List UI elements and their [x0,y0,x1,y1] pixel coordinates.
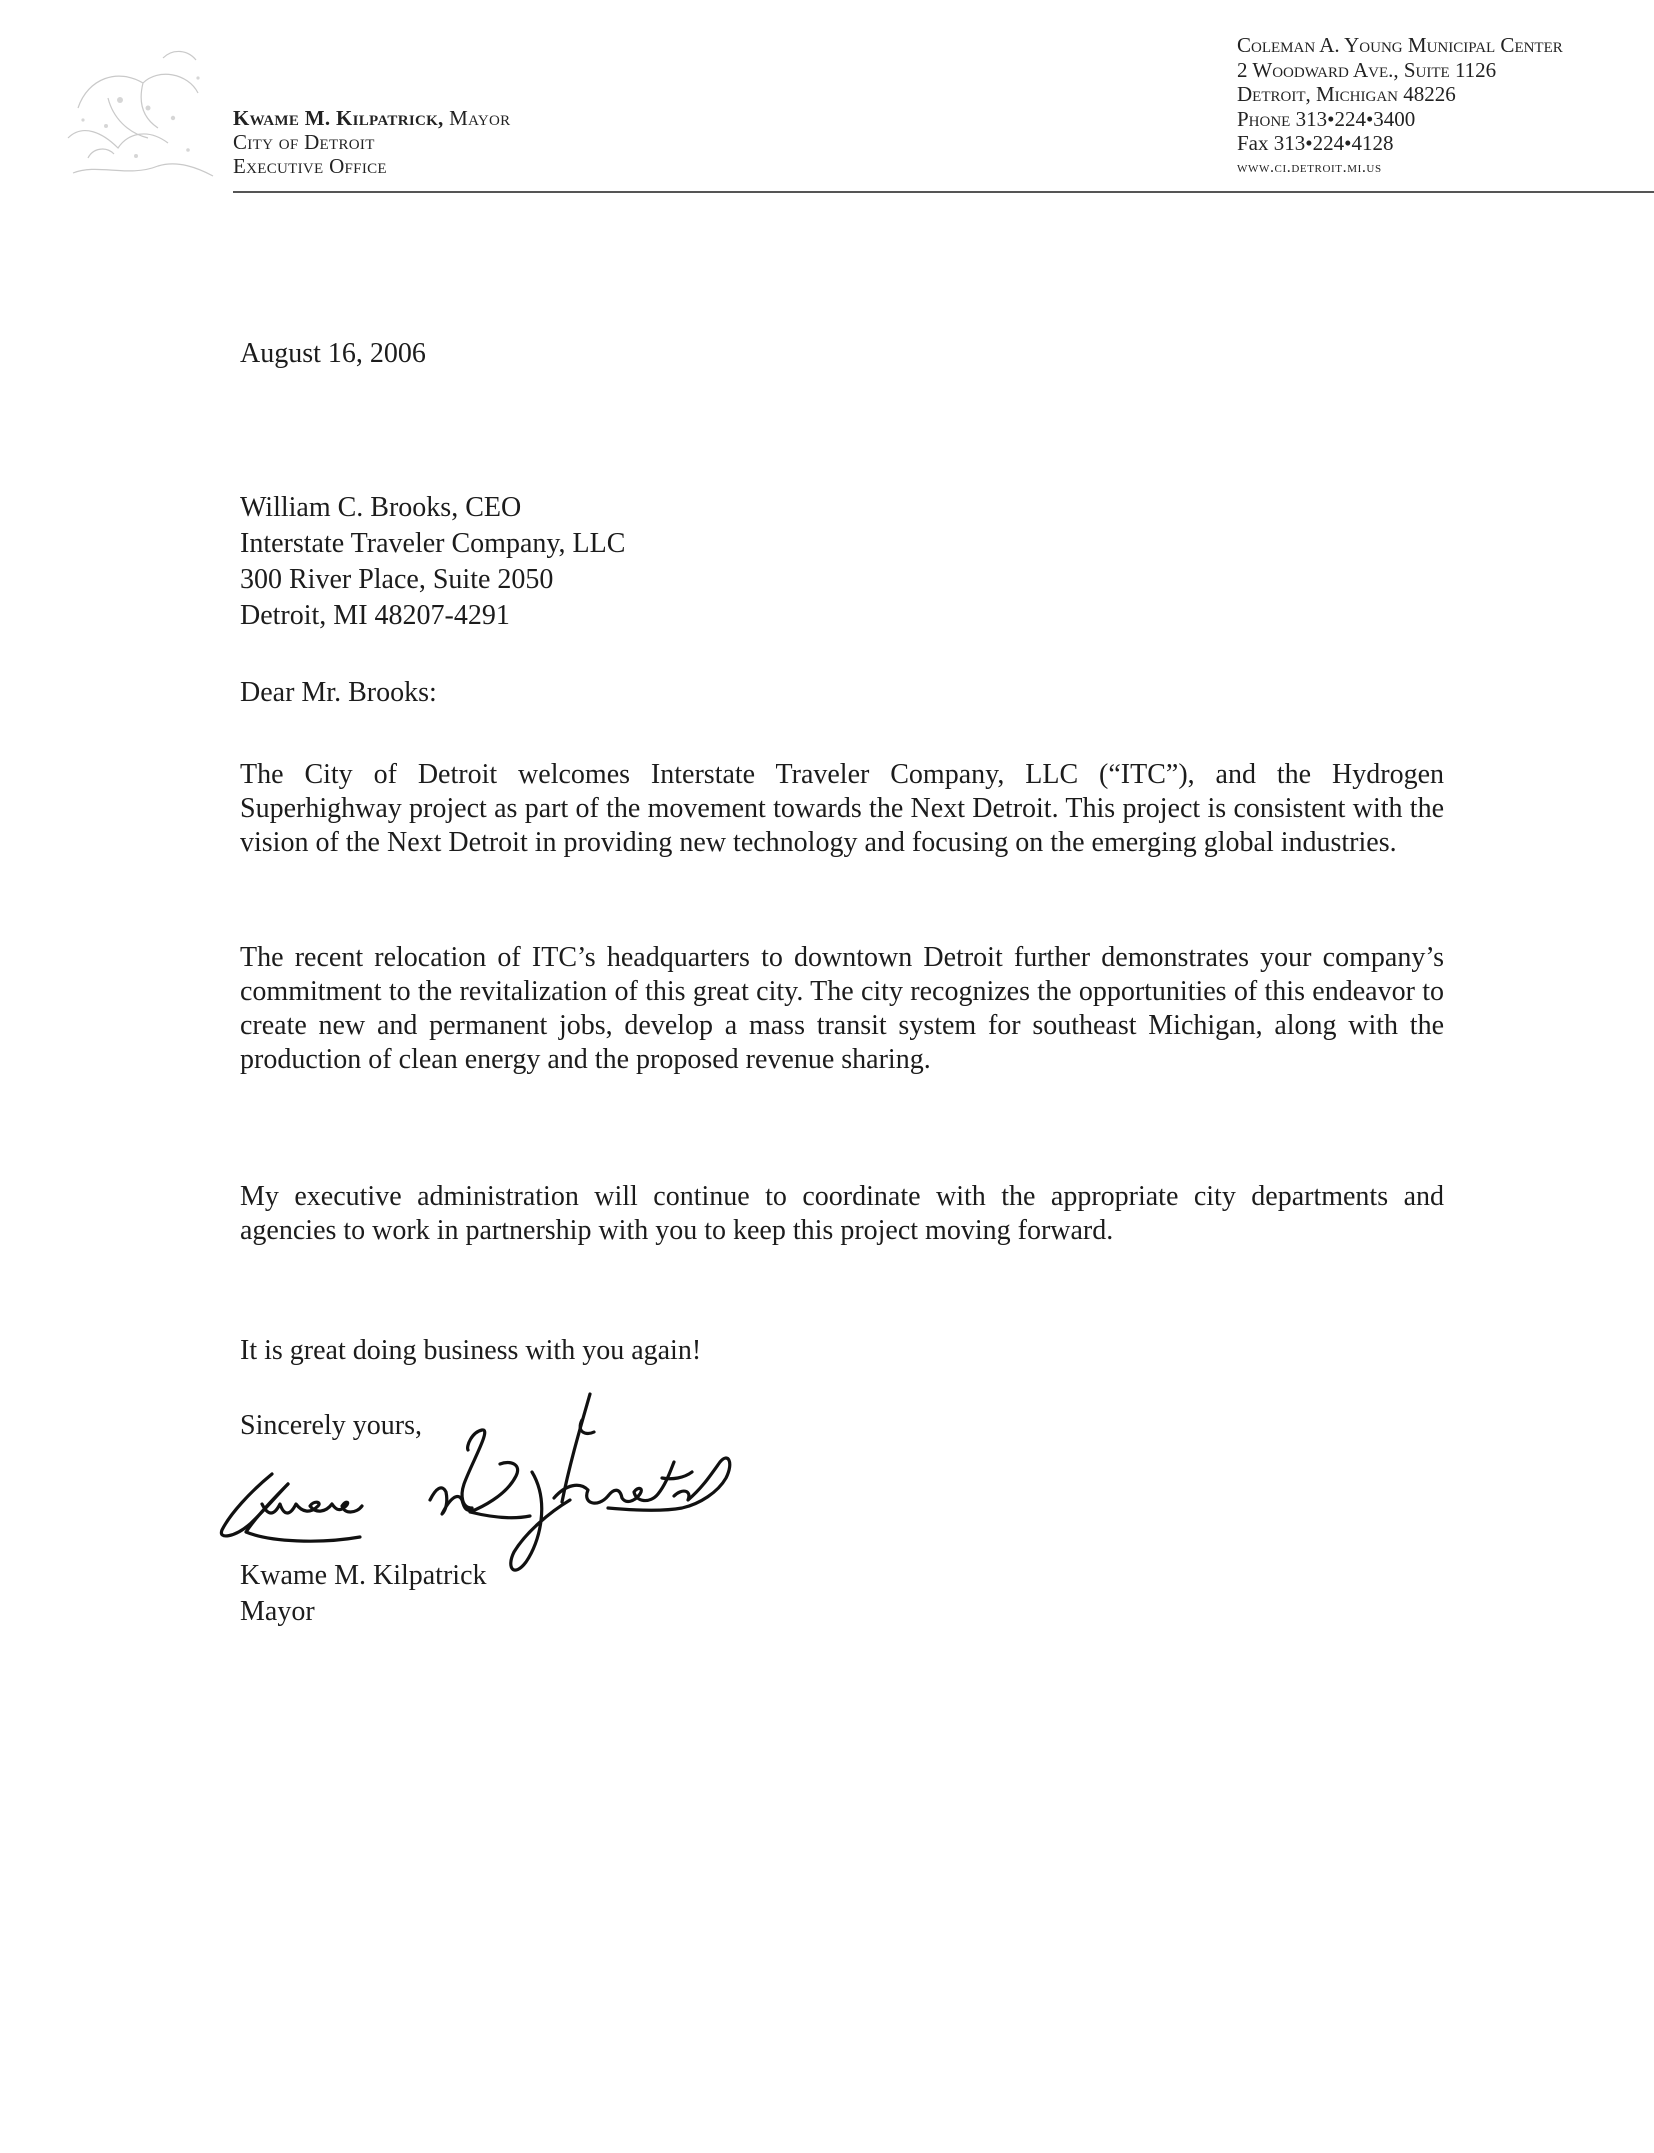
letterhead-divider [233,191,1654,193]
signer-block [240,1558,487,1630]
recipient-company: Interstate Traveler Company, LLC [240,528,626,559]
signer-name: Kwame M. Kilpatrick [240,1560,487,1591]
letterhead-mayor-name: Kwame M. Kilpatrick, [233,106,444,130]
letterhead-mayor-line [233,106,510,130]
letterhead-building: Coleman A. Young Municipal Center [1237,33,1563,57]
salutation: Dear Mr. Brooks: [240,677,437,708]
letter-date: August 16, 2006 [240,338,426,369]
city-seal-icon [48,38,223,198]
letterhead-address [1237,33,1563,180]
recipient-address [240,490,625,634]
letterhead-city: City of Detroit [233,130,375,154]
body-paragraph: The City of Detroit welcomes Interstate Traveler Company, LLC (“ITC”), and the Hydrogen Superhighway project as part of the movement towards the Next Detroit. This project is consistent with the vision of the Next Detroit in providing new technology and focusing on the emerging global industries. [240,759,1444,858]
body-paragraph: My executive administration will continue to coordinate with the appropriate city departments and agencies to work in partnership with you to keep this project moving forward. [240,1181,1444,1246]
body-paragraph: The recent relocation of ITC’s headquarters to downtown Detroit further demonstrates your company’s commitment to the revitalization of this great city. The city recognizes the opportunities of this endeavor to create new and permanent jobs, develop a mass transit system for southeast Michigan, along with the production of clean energy and the proposed revenue sharing. [240,942,1444,1075]
closing-line: It is great doing business with you again! [240,1335,702,1366]
letterhead-website: www.ci.detroit.mi.us [1237,158,1382,176]
handwritten-signature [210,1392,770,1582]
recipient-city: Detroit, MI 48207-4291 [240,600,510,631]
letterhead-phone: Phone 313•224•3400 [1237,106,1416,131]
recipient-name: William C. Brooks, CEO [240,492,522,523]
valediction: Sincerely yours, [240,1410,422,1441]
letterhead-street: 2 Woodward Ave., Suite 1126 [1237,57,1497,82]
recipient-street: 300 River Place, Suite 2050 [240,564,554,595]
letterhead-office: Executive Office [233,154,387,178]
letterhead-mayor-title: Mayor [449,106,511,130]
letterhead-city-state: Detroit, Michigan 48226 [1237,82,1456,106]
letterhead-fax: Fax 313•224•4128 [1237,131,1394,155]
signer-title: Mayor [240,1596,315,1627]
letterhead-sender [233,106,510,178]
